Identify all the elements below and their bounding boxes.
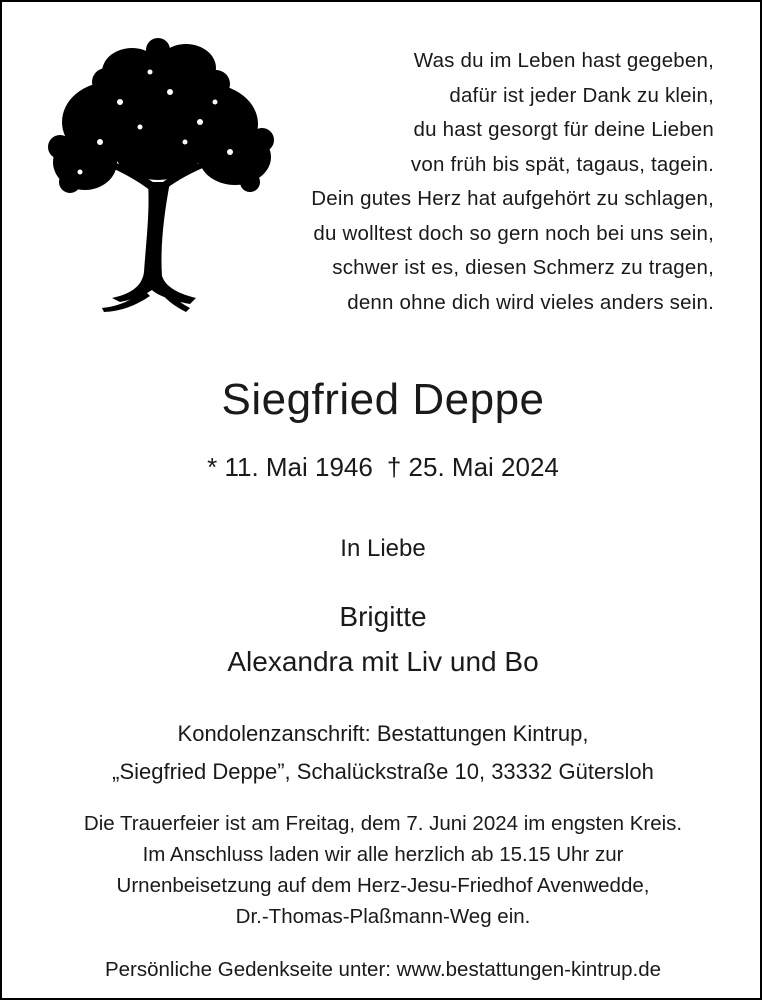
ceremony-line: Urnenbeisetzung auf dem Herz-Jesu-Friedhof Avenwedde, <box>116 874 650 897</box>
poem-line: schwer ist es, diesen Schmerz zu tragen, <box>332 256 714 279</box>
poem-line: von früh bis spät, tagaus, tagein. <box>410 152 714 176</box>
condolence-address <box>2 715 762 791</box>
ceremony-line: Die Trauerfeier ist am Freitag, dem 7. Juni 2024 im engsten Kreis. <box>83 812 683 835</box>
death-date: † 25. Mai 2024 <box>386 452 559 482</box>
poem-line: du hast gesorgt für deine Lieben <box>413 118 714 141</box>
ceremony-info <box>2 808 762 932</box>
birth-date: * 11. Mai 1946 <box>207 452 373 482</box>
poem-line: denn ohne dich wird vieles anders sein. <box>347 290 714 314</box>
poem-line: dafür ist jeder Dank zu klein, <box>449 83 714 107</box>
ceremony-line: Im Anschluss laden wir alle herzlich ab 15.15 Uhr zur <box>142 843 624 866</box>
family-names <box>2 594 762 684</box>
deceased-name: Siegfried Deppe <box>221 375 545 424</box>
family-line: Brigitte <box>339 601 427 632</box>
life-dates <box>2 449 762 485</box>
family-line: Alexandra mit Liv und Bo <box>227 646 539 677</box>
poem-line: du wolltest doch so gern noch bei uns sein, <box>313 221 714 245</box>
tree-icon <box>40 32 276 312</box>
ceremony-line: Dr.-Thomas-Plaßmann-Weg ein. <box>235 905 531 928</box>
in-love-label: In Liebe <box>340 535 426 562</box>
memorial-website: Persönliche Gedenkseite unter: www.bestattungen-kintrup.de <box>104 958 662 981</box>
poem-line: Was du im Leben hast gegeben, <box>413 49 714 72</box>
condolence-line: „Siegfried Deppe”, Schalückstraße 10, 33332 Gütersloh <box>112 759 654 784</box>
condolence-line: Kondolenzanschrift: Bestattungen Kintrup, <box>177 721 589 746</box>
poem-line: Dein gutes Herz hat aufgehört zu schlagen, <box>311 187 714 210</box>
poem <box>311 44 714 320</box>
